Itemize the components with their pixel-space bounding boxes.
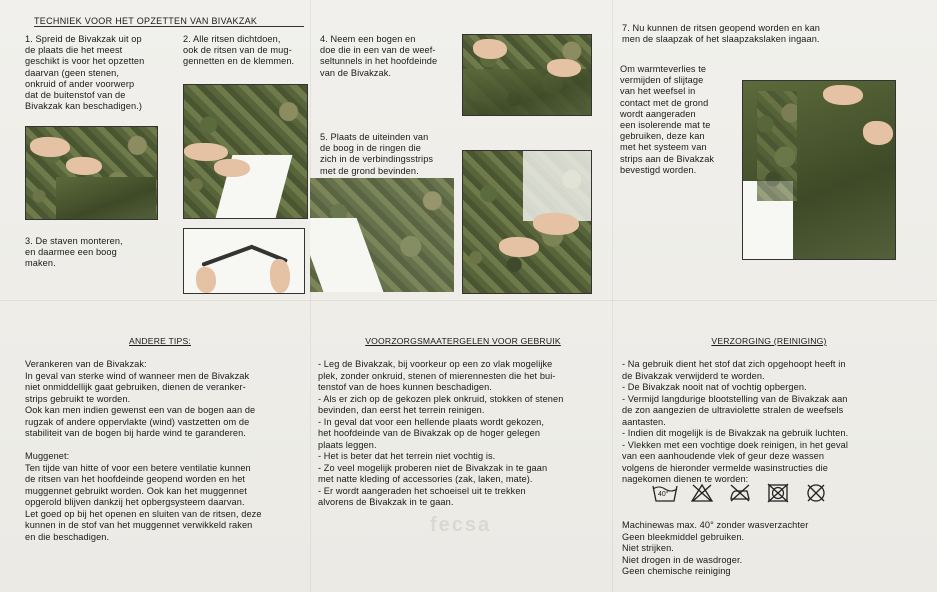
photo-insert-arch (462, 34, 592, 116)
no-tumble-dry-icon (766, 483, 790, 503)
precautions-text: - Leg de Bivakzak, bij voorkeur op een zo vlak mogelijke plek, zonder onkruid, stenen of mierennesten die het bui- tenstof van de hoes kunnen beschadigen. - Als er zich op de gekozen plek onkruid, stokken of stenen bevinden, dan eerst het terrein reinigen. - In geval dat voor een hellende plaats wordt gekozen, het hoofdeinde van de Bivakzak op de hoger gelegen plaats leggen. - Het is beter dat het terrein niet vochtig is. - Zo veel mogelijk proberen niet de Bivakzak in te gaan met natte kleding of accessories (zak, laken, mate). - Er wordt aangeraden het schoeisel uit te trekken alvorens de Bivakzak in te gaan. (318, 359, 564, 507)
watermark-logo: fecsa (430, 514, 492, 536)
section-title: VERZORGING (REINIGING) (711, 336, 827, 346)
insulation-tip-text: Om warmteverlies te vermijden of slijtage van het weefsel in contact met de grond wordt aangeraden een isolerende mat te gebruiken, deze kan met het systeem van strips aan de Bivakzak bevestigd worden. (620, 64, 715, 175)
care-symbols (652, 483, 828, 503)
photo-arch-inserted (310, 178, 454, 292)
no-bleach-icon (690, 483, 714, 503)
section-title: ANDERE TIPS: (129, 336, 191, 346)
photo-spread-bivakzak (25, 126, 158, 220)
step-5-text: 5. Plaats de uiteinden van de boog in de ringen die zich in de verbindingsstrips met de grond bevinden. (320, 132, 434, 176)
photo-open-bivakzak (742, 80, 896, 260)
wash-temperature-label: 40° (658, 491, 669, 498)
step-3-text: 3. De staven monteren, en daarmee een boog maken. (25, 236, 123, 269)
photo-close-zippers (183, 84, 308, 219)
step-4-text: 4. Neem een bogen en doe die in een van de weef- seltunnels in het hoofdeinde van de Bivakzak. (320, 34, 438, 78)
fold-line (0, 300, 937, 301)
wash-40-icon (652, 483, 676, 503)
section-title: VOORZORGSMAATERGELEN VOOR GEBRUIK (365, 336, 561, 346)
care-text: - Na gebruik dient het stof dat zich opgehoopt heeft in de Bivakzak verwijderd te worden. - De Bivakzak nooit nat of vochtig opbergen. - Vermijd langdurige blootstelling van de Bivakzak aan de zon aangezien de ultraviolette stralen de weefsels aantasten. - Indien dit mogelijk is de Bivakzak na gebruik luchten. - Vlekken met een vochtige doek reinigen, in het geval van een aanhoudende vlek of geur deze wassen volgens de hieronder vermelde wasinstructies die nagekomen dienen te worden: (622, 359, 849, 484)
fold-line (310, 0, 311, 592)
fold-line (612, 0, 613, 592)
step-2-text: 2. Alle ritsen dichtdoen, ook de ritsen van de mug- gennetten en de klemmen. (183, 34, 295, 67)
photo-assemble-poles (183, 228, 305, 294)
section-title: TECHNIEK VOOR HET OPZETTEN VAN BIVAKZAK (34, 16, 304, 27)
wash-instructions-text: Machinewas max. 40° zonder wasverzachter Geen bleekmiddel gebruiken. Niet strijken. Niet drogen in de wasdroger. Geen chemische reiniging (622, 520, 809, 576)
step-1-text: 1. Spreid de Bivakzak uit op de plaats die het meest geschikt is voor het opzetten daarvan (geen stenen, onkruid of ander voorwerp dat de buitenstof van de Bivakzak kan beschadigen.) (25, 34, 145, 112)
no-dry-clean-icon (804, 483, 828, 503)
tips-text: Verankeren van de Bivakzak: In geval van sterke wind of wanneer men de Bivakzak niet onmiddellijk gaat gebruiken, dienen de veranker- strips gebruikt te worden. Ook kan men indien gewenst een van de bogen aan de rugzak of andere oppervlakte (wind) vastzetten om de stabiliteit van de bogen bij harde wind te garanderen. Muggenet: Ten tijde van hitte of voor een betere ventilatie kunnen de ritsen van het hoofdeinde geopend worden en het muggennet gebruikt worden. Ook kan het muggennet opgerold blijven dankzij het opbergsysteem daarvan. Let goed op bij het openen en sluiten van de ritsen, deze kunnen in de stof van het muggennet verwikkeld raken en die beschadigen. (25, 359, 262, 542)
no-iron-icon (728, 483, 752, 503)
photo-place-arch-ends (462, 150, 592, 294)
step-7-text: 7. Nu kunnen de ritsen geopend worden en kan men de slaapzak of het slaapzakslaken ingaan. (622, 23, 820, 45)
